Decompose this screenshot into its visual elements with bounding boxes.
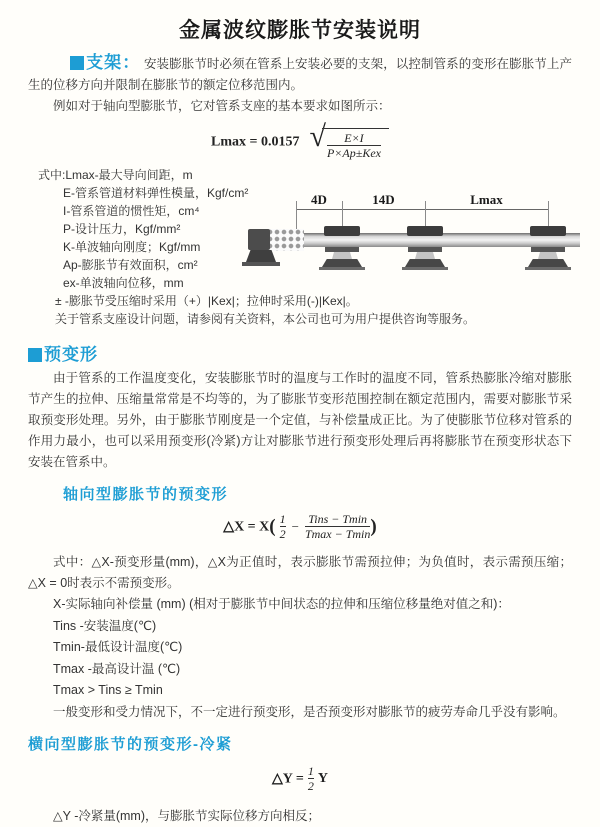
temp-fraction-numerator: Tins − Tmin	[308, 512, 368, 526]
variable-line: E-管系管道材料弹性模量，Kgf/cm²	[63, 186, 249, 200]
variable-line: K-单波轴向刚度；Kgf/mm	[63, 240, 201, 254]
axial-variable-line: Tmin-最低设计温度(℃)	[53, 640, 183, 654]
variable-line: ± -膨胀节受压缩时采用（+）|Kex|；拉伸时采用(-)|Kex|。	[55, 294, 358, 308]
close-paren: )	[370, 515, 377, 537]
predeform-section-heading: 预变形	[44, 345, 98, 364]
support-section-paragraph	[28, 52, 572, 96]
lateral-formula-lhs: △Y =	[272, 770, 304, 786]
pipe-support-diagram	[248, 192, 600, 292]
section-bullet-icon	[70, 56, 84, 70]
variable-line: 式中:Lmax-最大导向间距，m	[38, 168, 193, 182]
axial-variable-line: Tmax -最高设计温 (℃)	[53, 661, 181, 676]
variable-line: Ap-膨胀节有效面积，cm²	[63, 258, 198, 272]
predeform-paragraph: 由于管系的工作温度变化，安装膨胀节时的温度与工作时的温度不同，管系热膨胀冷缩对膨胀节产生的拉伸、压缩量常常是不均等的，为了膨胀节变形范围控制在额定范围内，需要对膨胀节采取预变形处理。另外，由于膨胀节刚度是一个定值，与补偿量成正比。为了使膨胀节位移对管系的作用力最小，也可以采用预变形(冷紧)方让对膨胀节进行预变形处理后再将膨胀节在预变形状态下安装在管系中。	[28, 371, 572, 469]
fixed-anchor-base	[246, 250, 276, 262]
axial-subsection-heading: 轴向型膨胀节的预变形	[63, 486, 229, 503]
axial-note: 一般变形和受力情况下，不一定进行预变形，是否预变形对膨胀节的疲劳寿命几乎没有影响。	[53, 704, 566, 719]
support-body-text: 安装膨胀节时必须在管系上安装必要的支架，以控制管系的变形在膨胀节上产生的位移方向并限制在膨胀节的额定位移范围内。	[28, 57, 572, 92]
minus-operator: −	[291, 518, 299, 534]
fixed-anchor-plate	[242, 262, 280, 266]
dimension-label-14d: 14D	[372, 192, 395, 207]
lmax-formula-numerator: E×I	[344, 131, 364, 145]
guide-support	[318, 192, 366, 292]
axial-predeform-formula	[0, 512, 600, 546]
lmax-formula	[0, 120, 600, 162]
lateral-formula-rhs: Y	[317, 770, 328, 786]
axial-variable-line: Tins -安装温度(℃)	[53, 618, 157, 633]
variable-line: ex-单波轴向位移，mm	[63, 276, 184, 290]
support-note-line: 关于管系支座设计问题，请参阅有关资料，本公司也可为用户提供咨询等服务。	[55, 312, 476, 326]
axial-variable-line: X-实际轴向补偿量 (mm) (相对于膨胀节中间状态的拉伸和压缩位移量绝对值之和)：	[53, 597, 510, 611]
half-denominator: 2	[279, 527, 286, 542]
variable-line: P-设计压力，Kgf/mm²	[63, 222, 181, 236]
axial-variable-line: Tmax > Tins ≥ Tmin	[53, 683, 163, 697]
predeform-section-heading-row	[28, 340, 572, 365]
lateral-fraction-denominator: 2	[307, 778, 314, 793]
axial-formula-explanation: 式中：△X-预变形量(mm)，△X为正值时，表示膨胀节需预拉伸；为负值时，表示需预压缩；△X = 0时表示不需预变形。	[28, 555, 572, 590]
dimension-label-4d: 4D	[311, 192, 327, 207]
page-title: 金属波纹膨胀节安装说明	[179, 19, 421, 42]
fixed-anchor	[248, 229, 270, 250]
half-numerator: 1	[279, 512, 286, 526]
lmax-formula-denominator: P×Ap±Kex	[326, 146, 381, 161]
support-example-text: 例如对于轴向型膨胀节，它对管系支座的基本要求如图所示：	[53, 99, 391, 113]
radical-sign-icon: √	[309, 120, 326, 153]
guide-support	[401, 192, 449, 292]
sqrt-radical	[309, 120, 389, 161]
axial-formula-lhs: △X = X	[223, 519, 270, 535]
dimension-label-lmax: Lmax	[470, 192, 503, 207]
variable-line: I-管系管道的惯性矩，cm⁴	[63, 204, 200, 218]
section-bullet-icon	[28, 348, 42, 362]
guide-support	[524, 192, 572, 292]
temp-fraction-denominator: Tmax − Tmin	[304, 527, 371, 542]
axial-variable-list	[53, 594, 572, 702]
open-paren: (	[269, 515, 276, 537]
lateral-note: △Y -冷紧量(mm)，与膨胀节实际位移方向相反；	[53, 808, 321, 823]
lateral-subsection-heading: 横向型膨胀节的预变形-冷紧	[28, 735, 233, 753]
lmax-formula-lhs: Lmax = 0.0157	[211, 134, 300, 150]
lateral-coldpull-formula	[0, 764, 600, 794]
support-section-heading: 支架：	[86, 53, 141, 72]
lateral-fraction-numerator: 1	[307, 763, 314, 778]
